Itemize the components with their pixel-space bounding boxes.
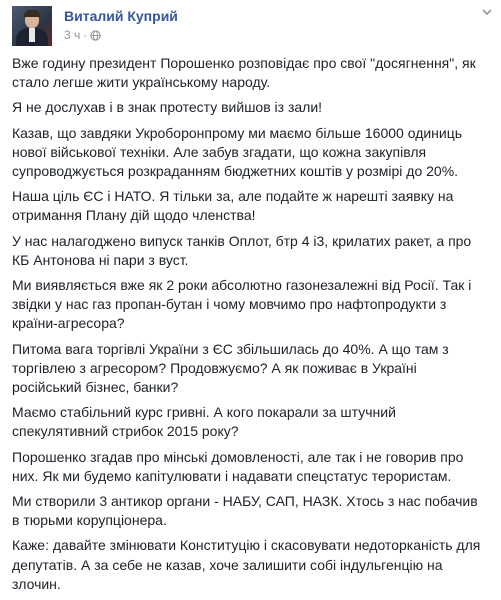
post-paragraph: Ми створили 3 антикор органи - НАБУ, САП, НАЗК. Хтось з нас побачив в тюрьми корупціонера. xyxy=(12,493,478,529)
post-paragraph: Казав, що завдяки Укроборонпрому ми маємо більше 16000 одиниць нової військової техніки. Але забув згадати, що кожна закупівля супроводжується розкраданням бюджетних коштів у розмірі до 20%. xyxy=(12,124,463,180)
post-paragraph: У нас налагоджено випуск танків Оплот, бтр 4 і3, крилатих ракет, а про КБ Антонова ні пари з вуст. xyxy=(12,232,472,268)
post-paragraph: Маємо стабільний курс гривні. А кого покарали за штучний спекулятивний стрибок 2015 року? xyxy=(12,404,396,440)
post-paragraph: Ми виявляється вже як 2 роки абсолютно газонезалежні від Росії. Так і звідки у нас газ пропан-бутан і чому мовчимо про нафтопродукти з країни-агресора? xyxy=(12,277,472,332)
post-body xyxy=(12,54,490,600)
post-paragraph: Каже: давайте змінювати Конституцію і скасовувати недоторканість для депутатів. А за себе не казав, хоче залишити собі індульгенцію на злочин. xyxy=(12,537,481,592)
post-paragraph: Я не дослухав і в знак протесту вийшов із зали! xyxy=(12,99,323,116)
post-paragraph: Вже годину президент Порошенко розповідає про свої "досягнення", як стало легше жити українському народу. xyxy=(12,55,476,91)
post-paragraph: Питома вага торгівлі України з ЄС збільшилась до 40%. А що там з торгівлею з агресором? Продовжуємо? А як поживає в Україні російський бізнес, банки? xyxy=(12,340,449,396)
post-meta xyxy=(64,28,101,42)
chevron-down-icon[interactable] xyxy=(481,6,493,18)
post-paragraph: Порошенко згадав про мінські домовленості, але так і не говорив про них. Як ми будемо капітулювати і надавати спецстатус терористам. xyxy=(12,448,464,484)
post-timestamp[interactable]: 3 ч xyxy=(64,28,81,42)
globe-icon[interactable] xyxy=(90,30,101,41)
avatar[interactable] xyxy=(12,6,52,46)
avatar-shirt xyxy=(29,28,35,42)
avatar-hair xyxy=(24,10,40,17)
author-name-link[interactable]: Виталий Куприй xyxy=(64,8,178,24)
meta-separator: · xyxy=(83,28,88,42)
post-header xyxy=(12,6,492,48)
post-paragraph: Наша ціль ЄС і НАТО. Я тільки за, але подайте ж нарешті заявку на отримання Плану дій щодо членства! xyxy=(12,188,454,224)
